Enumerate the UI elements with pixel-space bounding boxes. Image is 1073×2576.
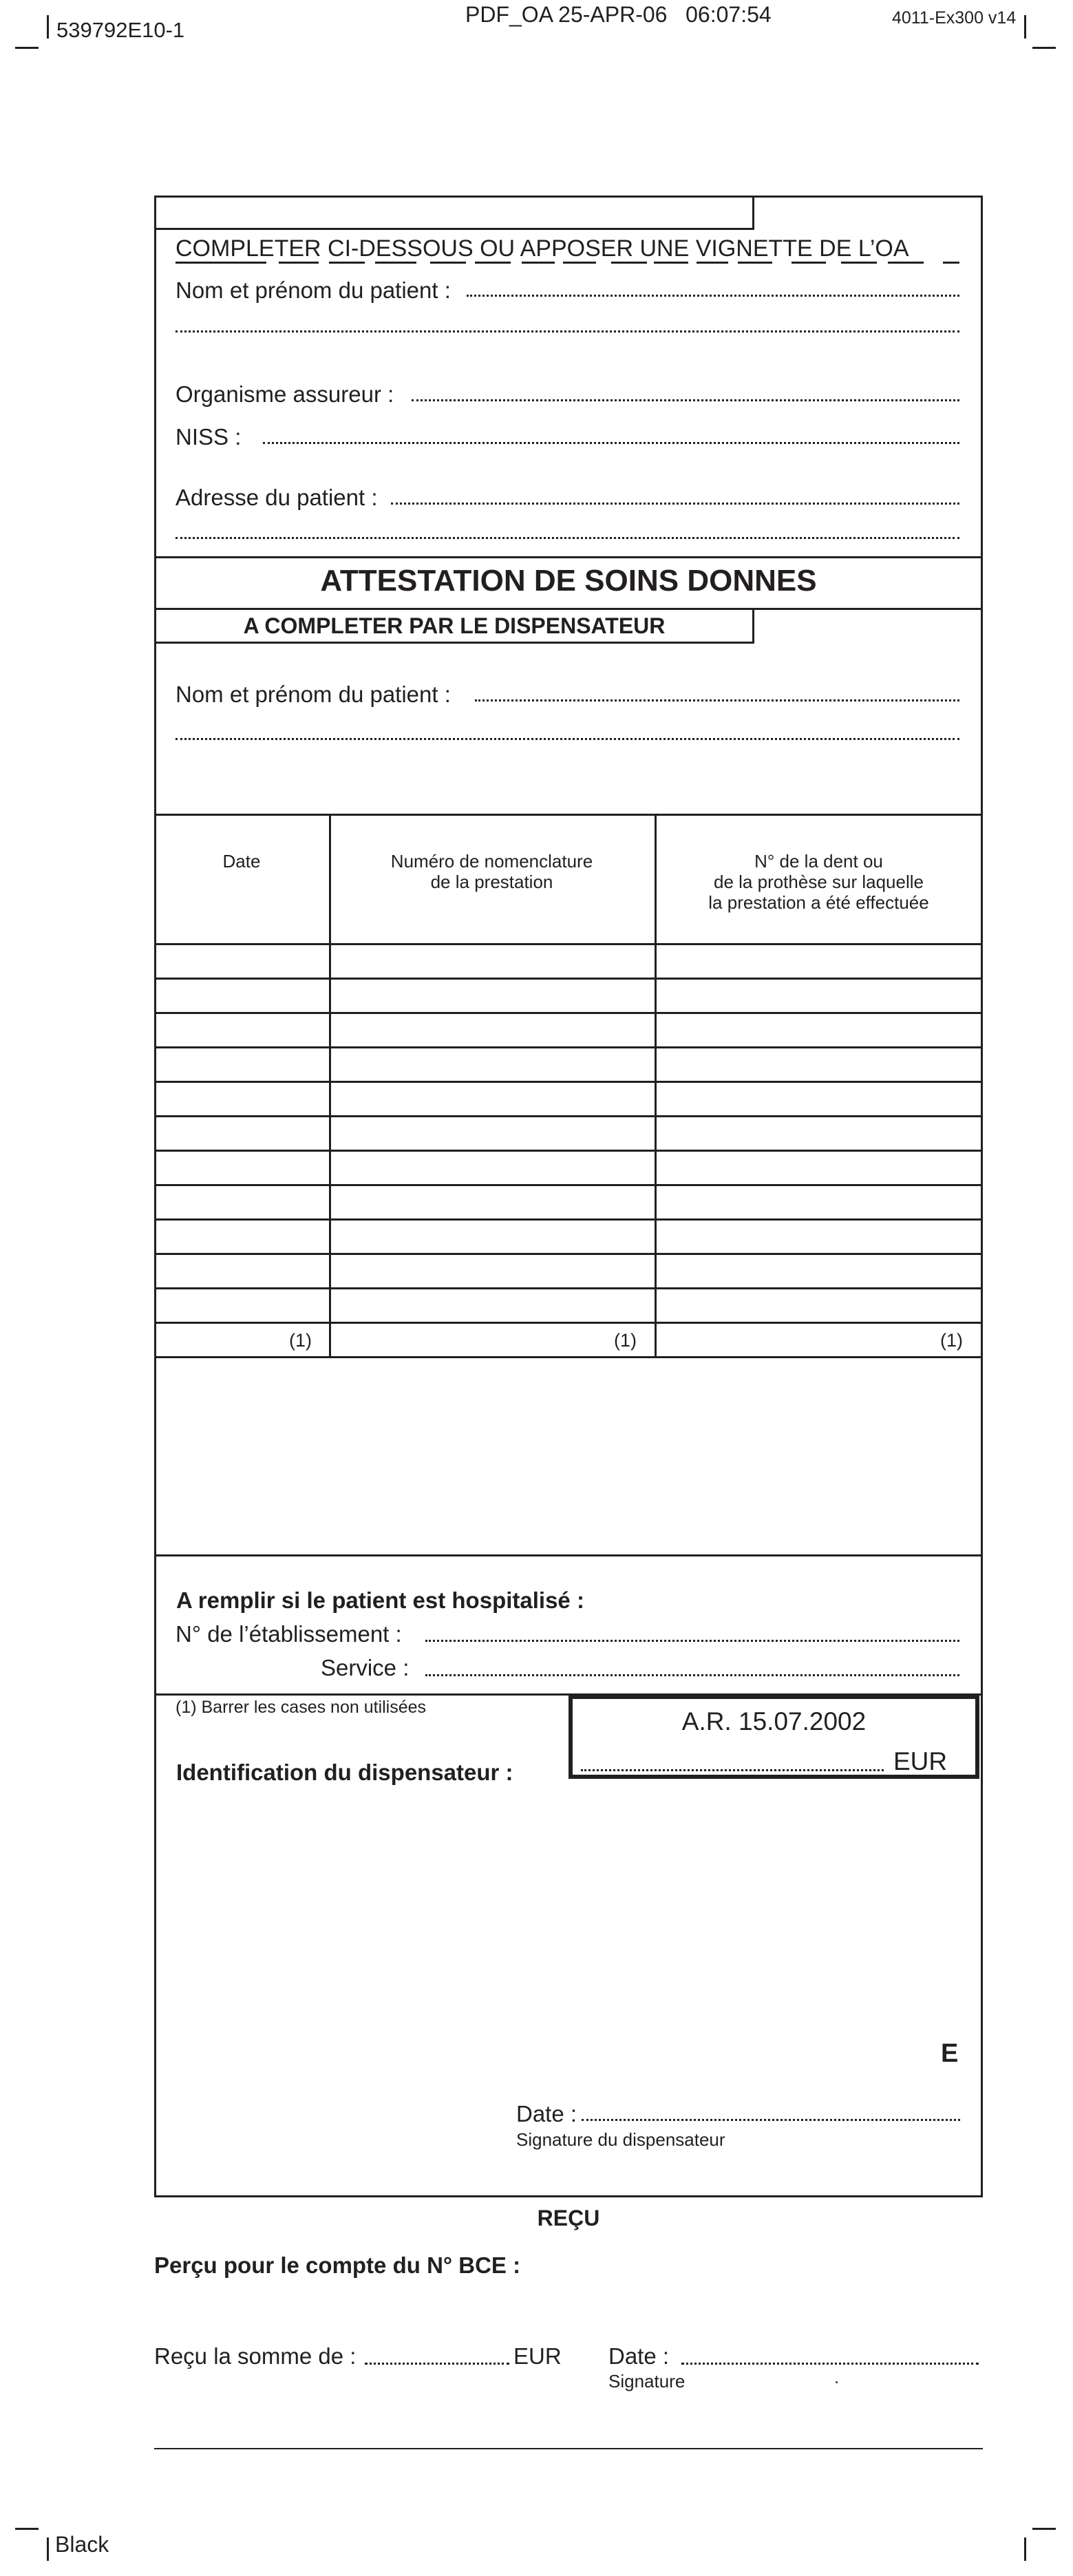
patient-address-label: Adresse du patient : [176,485,378,510]
crop-mark-top-left-v [47,15,49,39]
crop-mark-top-right-v [1024,15,1026,39]
provider-signature-label: Signature du dispensateur [516,2129,725,2150]
table-footnote-row [154,1323,983,1358]
oa-patient-name-label: Nom et prénom du patient : [176,277,451,303]
crop-mark-bottom-right-h [1032,2528,1056,2530]
provider-subtitle: A COMPLETER PAR LE DISPENSATEUR [243,613,666,638]
receipt-date-field[interactable] [681,2363,979,2365]
fee-amount-field[interactable] [581,1769,884,1771]
service-field[interactable] [425,1674,959,1676]
oa-patient-name-field-line2[interactable] [176,330,959,332]
provider-patient-name-label: Nom et prénom du patient : [176,682,451,707]
footnote-mark-nomenclature: (1) [614,1330,637,1351]
header-tooth: N° de la dent ou de la prothèse sur laquelle la prestation a été effectuée [708,851,929,913]
crop-mark-bottom-right-v [1024,2537,1026,2561]
receipt-dot-mark: . [834,2367,840,2387]
table-row[interactable] [154,1048,983,1082]
service-label: Service : [321,1655,410,1680]
table-row[interactable] [154,1254,983,1289]
document-code-right: 4011-Ex300 v14 [892,8,1017,28]
title-top-rule [154,556,983,558]
signature-date-label: Date : [516,2101,577,2126]
provider-patient-name-field[interactable] [475,699,959,701]
hospital-heading: A remplir si le patient est hospitalisé : [176,1587,584,1613]
crop-mark-top-left-h [15,47,39,49]
table-row[interactable] [154,1117,983,1151]
insurer-label: Organisme assureur : [176,381,394,407]
provider-identification-label: Identification du dispensateur : [176,1760,513,1785]
table-row[interactable] [154,979,983,1013]
oa-instruction: COMPLETER CI-DESSOUS OU APPOSER UNE VIGNETTE DE L’OA [176,235,909,262]
fee-box-ar-label: A.R. 15.07.2002 [681,1707,867,1735]
table-row[interactable] [154,1151,983,1185]
oa-vignette-tab [154,196,754,230]
receipt-account-label: Perçu pour le compte du N° BCE : [154,2252,521,2278]
table-row[interactable] [154,1082,983,1117]
header-date: Date [222,851,261,872]
patient-address-field[interactable] [391,503,959,505]
hospital-top-rule [154,1554,983,1556]
insurer-field[interactable] [412,399,959,401]
receipt-date-label: Date : [608,2343,670,2369]
fee-currency: EUR [893,1747,948,1775]
letter-mark: E [941,2039,959,2068]
receipt-amount-label: Reçu la somme de : [154,2343,357,2369]
signature-date-field[interactable] [582,2119,960,2121]
receipt-currency: EUR [513,2343,562,2369]
print-timestamp: PDF_OA 25-APR-06 06:07:54 [465,2,772,27]
color-mark-label: Black [55,2532,109,2557]
oa-patient-name-field[interactable] [467,295,959,297]
provider-patient-name-field-line2[interactable] [176,738,959,740]
table-row[interactable] [154,1289,983,1323]
footnote-mark-date: (1) [289,1330,312,1351]
crop-mark-bottom-left-v [47,2537,49,2561]
crop-mark-top-right-h [1032,47,1056,49]
establishment-label: N° de l’établissement : [176,1621,402,1647]
document-code-left: 539792E10-1 [56,18,185,42]
receipt-title: REÇU [537,2206,600,2230]
receipt-bottom-rule [154,2448,983,2449]
receipt-signature-label: Signature [608,2371,686,2392]
table-row[interactable] [154,1220,983,1254]
table-row[interactable] [154,1013,983,1048]
table-row[interactable] [154,1185,983,1220]
table-row[interactable] [154,944,983,979]
niss-label: NISS : [176,424,242,450]
niss-field[interactable] [263,442,959,444]
patient-address-field-line2[interactable] [176,537,959,539]
header-nomenclature: Numéro de nomenclature de la prestation [390,851,593,892]
footnote-mark-tooth: (1) [940,1330,963,1351]
receipt-amount-field[interactable] [365,2363,509,2365]
crop-mark-bottom-left-h [15,2528,39,2530]
establishment-field[interactable] [425,1640,959,1642]
form-title: ATTESTATION DE SOINS DONNES [320,564,817,598]
footnote-text: (1) Barrer les cases non utilisées [176,1698,427,1717]
